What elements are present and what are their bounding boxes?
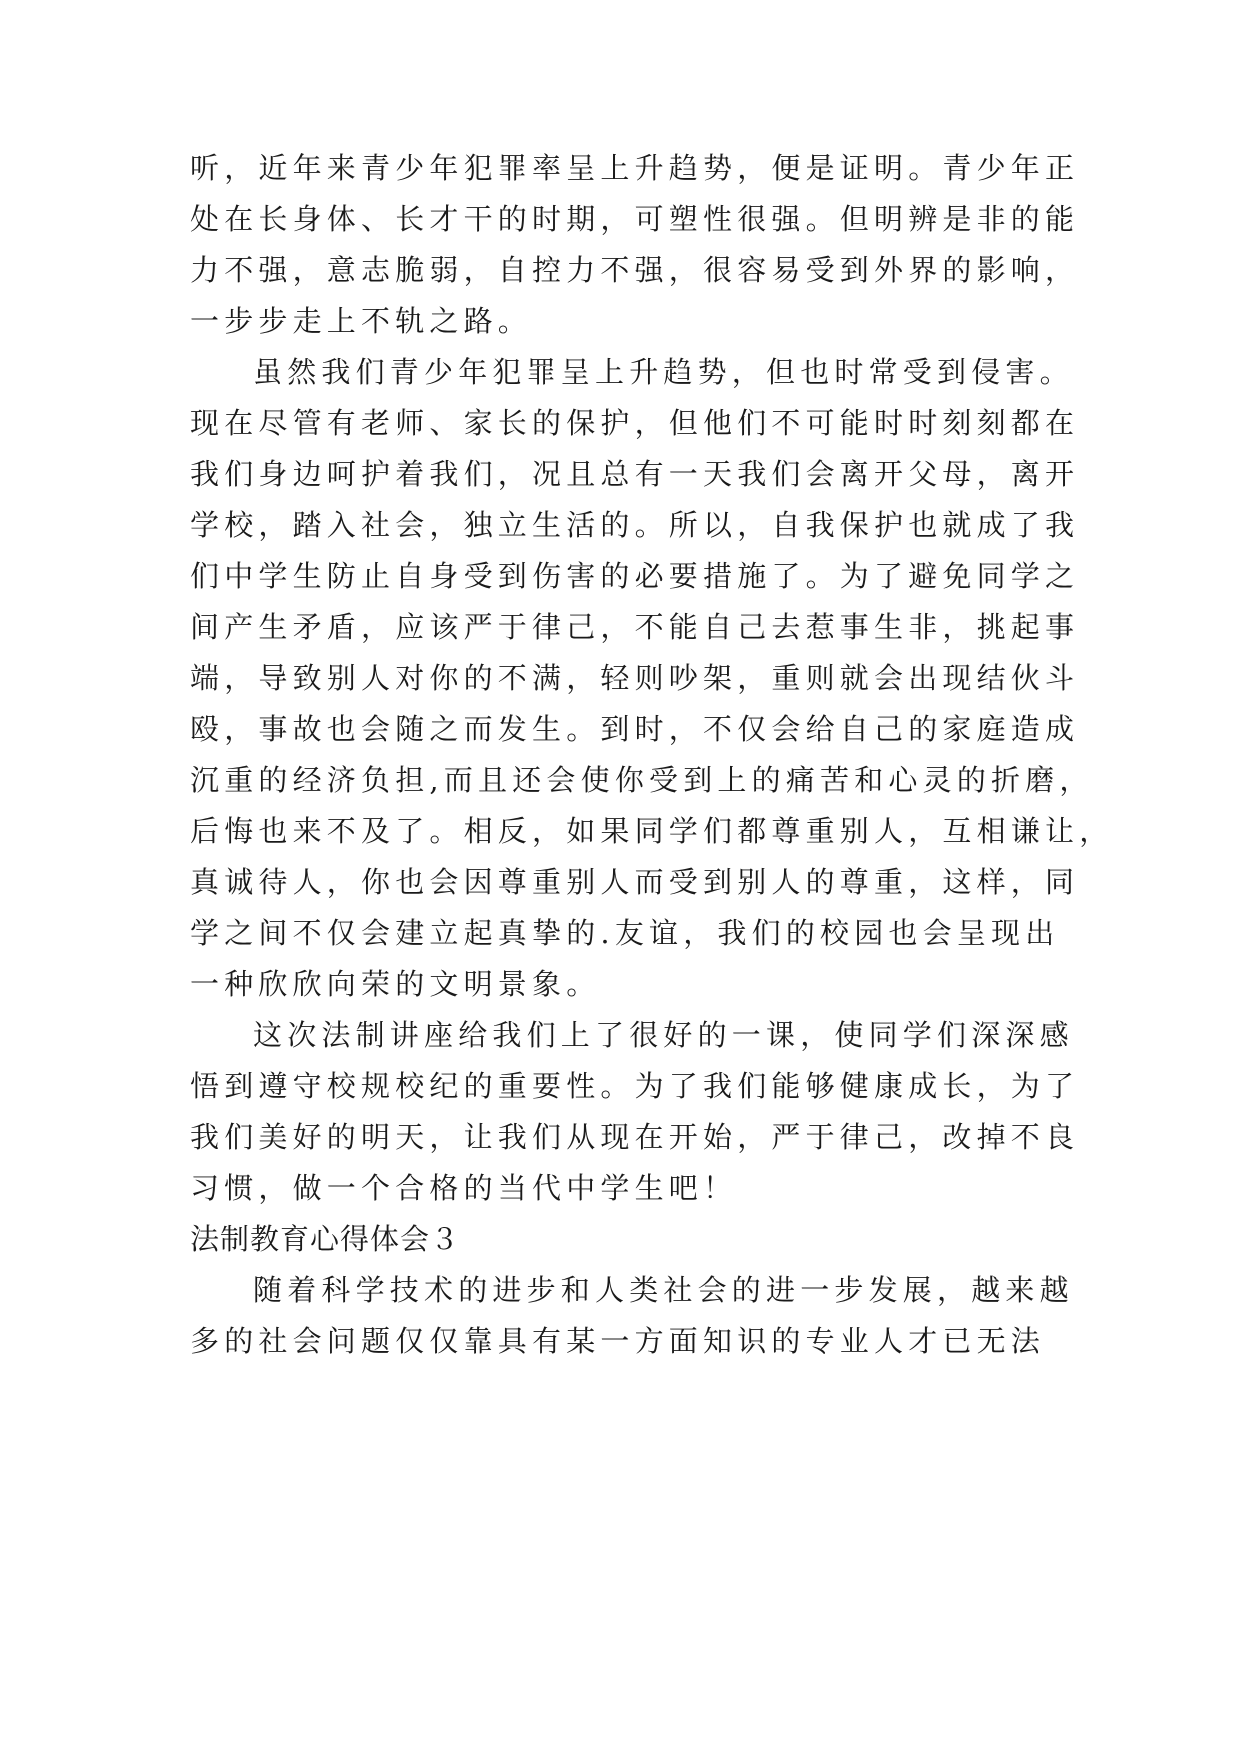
paragraph-line: 我们美好的明天，让我们从现在开始，严于律己，改掉不良	[190, 1120, 1080, 1154]
paragraph-line: 习惯，做一个合格的当代中学生吧！	[190, 1171, 738, 1205]
paragraph-line: 真诚待人，你也会因尊重别人而受到别人的尊重，这样，同	[190, 865, 1080, 899]
paragraph-line: 殴，事故也会随之而发生。到时，不仅会给自己的家庭造成	[190, 712, 1080, 746]
paragraph-line: 我们身边呵护着我们，况且总有一天我们会离开父母，离开	[190, 457, 1080, 491]
paragraph-line: 间产生矛盾，应该严于律己，不能自己去惹事生非，挑起事	[190, 610, 1080, 644]
paragraph-first-line: 这次法制讲座给我们上了很好的一课，使同学们深深感	[253, 1018, 1074, 1052]
paragraph-line: 处在长身体、长才干的时期，可塑性很强。但明辨是非的能	[190, 202, 1080, 236]
paragraph-line: 一种欣欣向荣的文明景象。	[190, 967, 601, 1001]
paragraph-line: 端，导致别人对你的不满，轻则吵架，重则就会出现结伙斗	[190, 661, 1080, 695]
paragraph-line: 们中学生防止自身受到伤害的必要措施了。为了避免同学之	[190, 559, 1080, 593]
paragraph-line: 力不强，意志脆弱，自控力不强，很容易受到外界的影响，	[190, 253, 1080, 287]
paragraph-line: 多的社会问题仅仅靠具有某一方面知识的专业人才已无法	[190, 1324, 1046, 1358]
paragraph-line: 沉重的经济负担,而且还会使你受到上的痛苦和心灵的折磨，	[190, 763, 1094, 797]
paragraph-line: 听，近年来青少年犯罪率呈上升趋势，便是证明。青少年正	[190, 151, 1080, 185]
paragraph-first-line: 随着科学技术的进步和人类社会的进一步发展，越来越	[253, 1273, 1074, 1307]
paragraph-line: 学校，踏入社会，独立生活的。所以，自我保护也就成了我	[190, 508, 1080, 542]
paragraph-line: 现在尽管有老师、家长的保护，但他们不可能时时刻刻都在	[190, 406, 1080, 440]
paragraph-first-line: 虽然我们青少年犯罪呈上升趋势，但也时常受到侵害。	[253, 355, 1074, 389]
paragraph-line: 学之间不仅会建立起真挚的.友谊，我们的校园也会呈现出	[190, 916, 1060, 950]
paragraph-line: 悟到遵守校规校纪的重要性。为了我们能够健康成长，为了	[190, 1069, 1080, 1103]
section-heading: 法制教育心得体会３	[190, 1222, 461, 1256]
paragraph-line: 一步步走上不轨之路。	[190, 304, 533, 338]
paragraph-line: 后悔也来不及了。相反，如果同学们都尊重别人，互相谦让，	[190, 814, 1114, 848]
